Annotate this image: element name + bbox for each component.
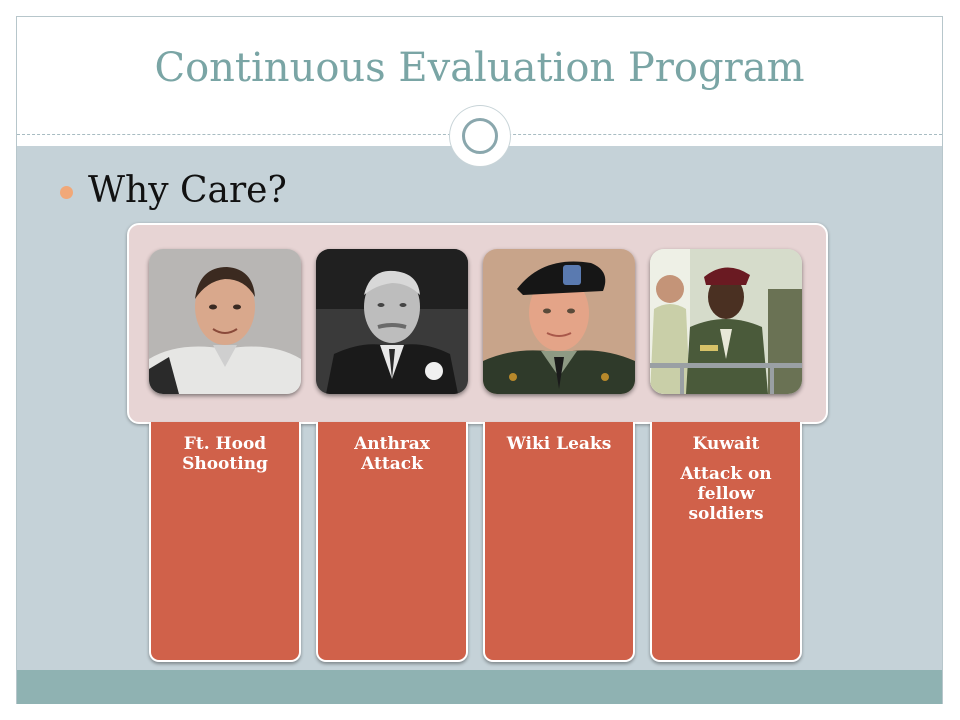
card-sublabel: Attack on fellow soldiers: [680, 464, 772, 524]
photo-kuwait: [650, 249, 802, 394]
footer-band: [17, 670, 942, 704]
portrait-icon: [650, 249, 802, 394]
card-anthrax: [316, 422, 468, 662]
portrait-icon: [316, 249, 468, 394]
card-kuwait: [650, 422, 802, 662]
card-wiki-leaks: [483, 422, 635, 662]
card-label: Kuwait: [692, 434, 760, 454]
portrait-icon: [483, 249, 635, 394]
card-label: Wiki Leaks: [506, 434, 612, 454]
photo-anthrax: [316, 249, 468, 394]
card-label: Ft. Hood Shooting: [182, 434, 268, 474]
circle-ornament-inner: [462, 118, 498, 154]
photo-ft-hood: [149, 249, 301, 394]
card-ft-hood: [149, 422, 301, 662]
bullet-text: Why Care?: [88, 170, 287, 211]
bullet-dot-icon: [60, 186, 73, 199]
card-label: Anthrax Attack: [354, 434, 430, 474]
slide-title: Continuous Evaluation Program: [154, 45, 805, 91]
portrait-icon: [149, 249, 301, 394]
photo-wiki-leaks: [483, 249, 635, 394]
circle-ornament-icon: [450, 106, 510, 166]
